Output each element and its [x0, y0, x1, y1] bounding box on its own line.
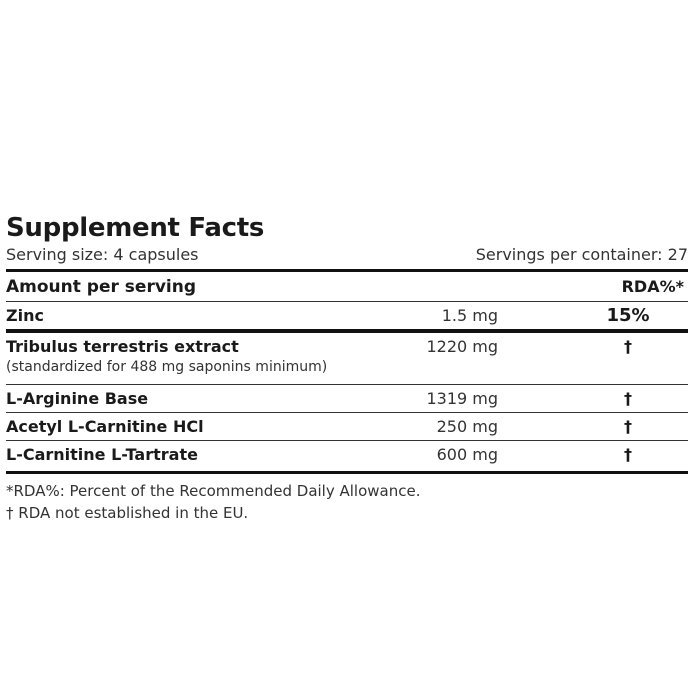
table-header — [6, 272, 688, 301]
servings-per-container: Servings per container: 27 — [475, 245, 688, 264]
nutrient-amount: 600 mg — [436, 445, 498, 464]
nutrient-rda: † — [624, 389, 632, 408]
divider-thick — [6, 471, 688, 474]
serving-info — [6, 244, 688, 269]
serving-size: Serving size: 4 capsules — [6, 245, 199, 264]
amount-per-serving-label: Amount per serving — [6, 277, 197, 297]
nutrient-rda: † — [624, 445, 632, 464]
footnote-dagger: † RDA not established in the EU. — [6, 504, 249, 522]
rda-header-label: RDA%* — [621, 277, 684, 296]
nutrient-amount: 1.5 mg — [441, 306, 498, 325]
nutrient-name: L-Carnitine L-Tartrate — [6, 445, 198, 464]
nutrient-rda: † — [624, 417, 632, 436]
nutrient-row-zinc — [6, 302, 688, 329]
nutrient-name: Acetyl L-Carnitine HCl — [6, 417, 204, 436]
nutrient-row-tribulus — [6, 333, 688, 378]
nutrient-rda: † — [624, 337, 632, 356]
nutrient-name: L-Arginine Base — [6, 389, 149, 408]
nutrient-amount: 1319 mg — [426, 389, 498, 408]
nutrient-row-carnitine-tartrate — [6, 441, 688, 468]
nutrient-amount: 250 mg — [436, 417, 498, 436]
panel-title: Supplement Facts — [6, 213, 265, 243]
nutrient-subtext: (standardized for 488 mg saponins minimum) — [6, 359, 328, 375]
nutrient-name: Tribulus terrestris extract — [6, 337, 239, 356]
nutrient-amount: 1220 mg — [426, 337, 498, 356]
supplement-facts-panel — [6, 212, 688, 524]
footnotes — [6, 480, 688, 524]
nutrient-name: Zinc — [6, 306, 44, 325]
footnote-rda: *RDA%: Percent of the Recommended Daily Allowance. — [6, 482, 421, 500]
nutrient-rda: 15% — [606, 305, 650, 326]
nutrient-row-acetyl-carnitine — [6, 413, 688, 440]
nutrient-row-arginine — [6, 385, 688, 412]
